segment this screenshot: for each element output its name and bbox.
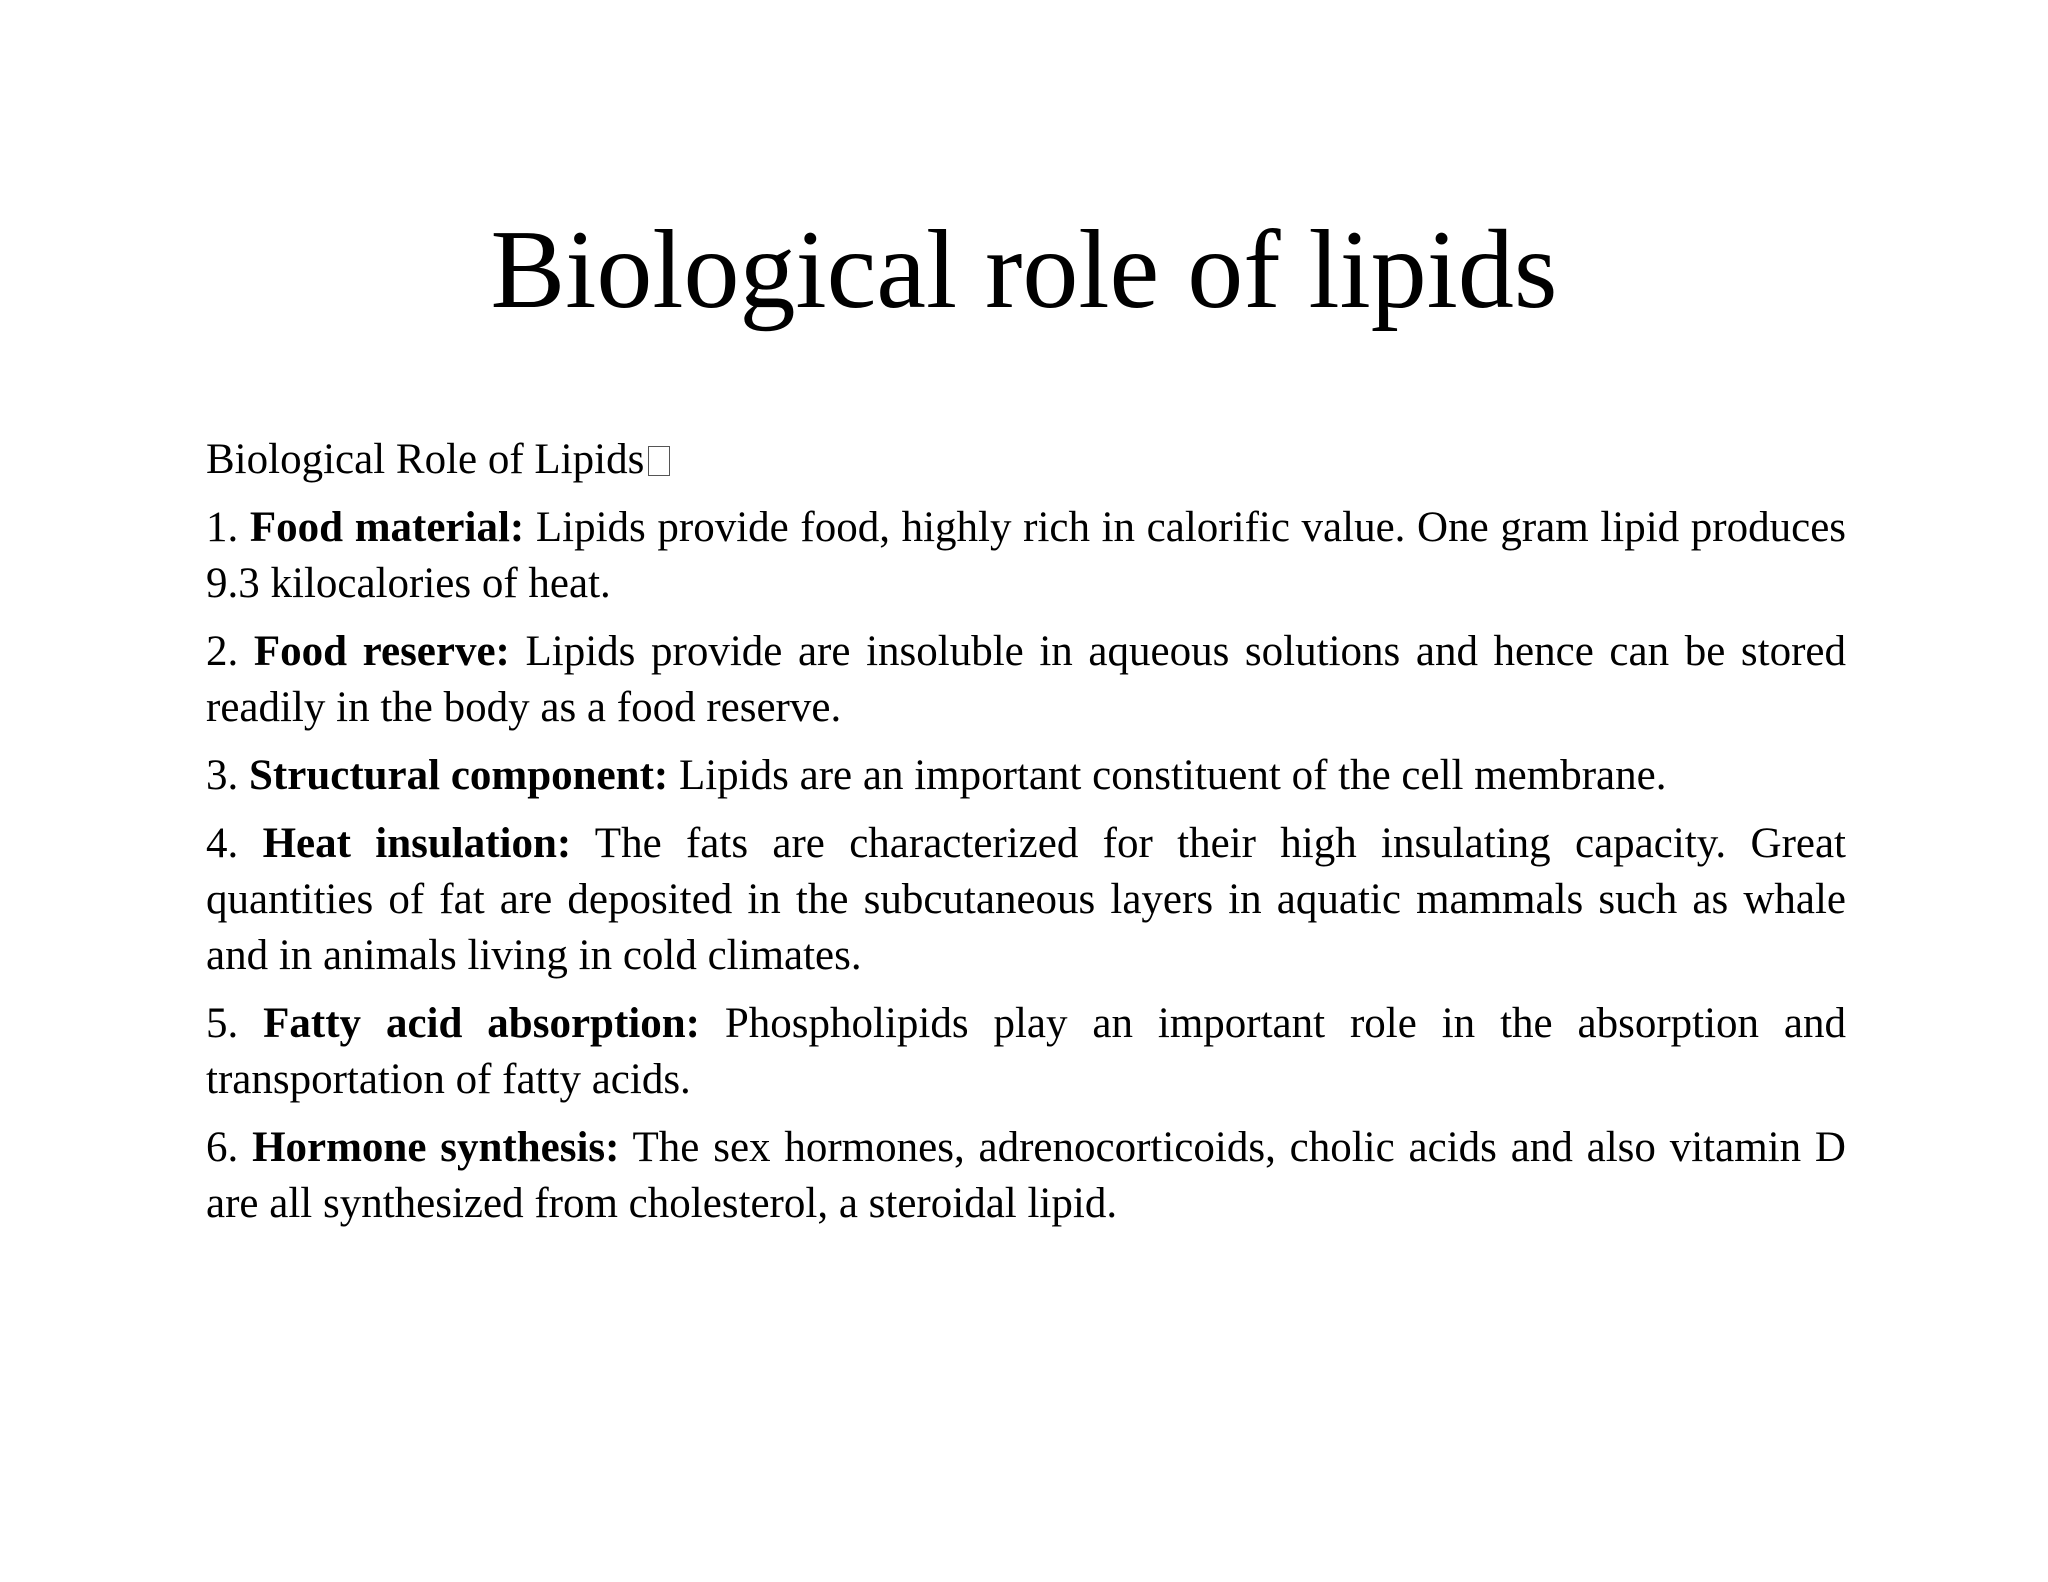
item-text: Phospholipids play an important role in the absorption and transportation of fatty acids. bbox=[206, 1000, 1847, 1103]
item-number: 1. bbox=[206, 504, 239, 551]
item-term: Food reserve: bbox=[253, 628, 510, 675]
item-text: The sex hormones, adrenocorticoids, cholic acids and also vitamin D are all synthesized from cholesterol, a steroidal lipid. bbox=[206, 1124, 1846, 1227]
item-term: Fatty acid absorption: bbox=[263, 1000, 700, 1047]
list-item bbox=[206, 748, 1846, 804]
list-item bbox=[206, 1120, 1846, 1232]
intro-line bbox=[206, 432, 1846, 488]
item-term: Hormone synthesis: bbox=[252, 1124, 620, 1171]
list-item bbox=[206, 624, 1846, 736]
list-item bbox=[206, 816, 1846, 984]
item-text: The fats are characterized for their high insulating capacity. Great quantities of fat are deposited in the subcutaneous layers in aquatic mammals such as whale and in animals living in cold climates. bbox=[206, 820, 1847, 979]
list-item bbox=[206, 996, 1846, 1108]
item-term: Structural component: bbox=[249, 752, 669, 799]
item-number: 3. bbox=[206, 752, 239, 799]
item-text: Lipids provide are insoluble in aqueous solutions and hence can be stored readily in the body as a food reserve. bbox=[206, 628, 1847, 731]
item-term: Heat insulation: bbox=[262, 820, 572, 867]
item-text: Lipids are an important constituent of the cell membrane. bbox=[678, 752, 1667, 799]
item-number: 6. bbox=[206, 1124, 239, 1171]
intro-text: Biological Role of Lipids bbox=[206, 436, 645, 483]
item-number: 5. bbox=[206, 1000, 239, 1047]
slide-body bbox=[206, 432, 1846, 1244]
item-text: Lipids provide food, highly rich in calorific value. One gram lipid produces 9.3 kilocalories of heat. bbox=[206, 504, 1847, 607]
list-item bbox=[206, 500, 1846, 612]
item-term: Food material: bbox=[249, 504, 525, 551]
item-number: 2. bbox=[206, 628, 239, 675]
missing-glyph-icon bbox=[648, 446, 670, 476]
item-number: 4. bbox=[206, 820, 239, 867]
slide-title: Biological role of lipids bbox=[490, 208, 1558, 332]
